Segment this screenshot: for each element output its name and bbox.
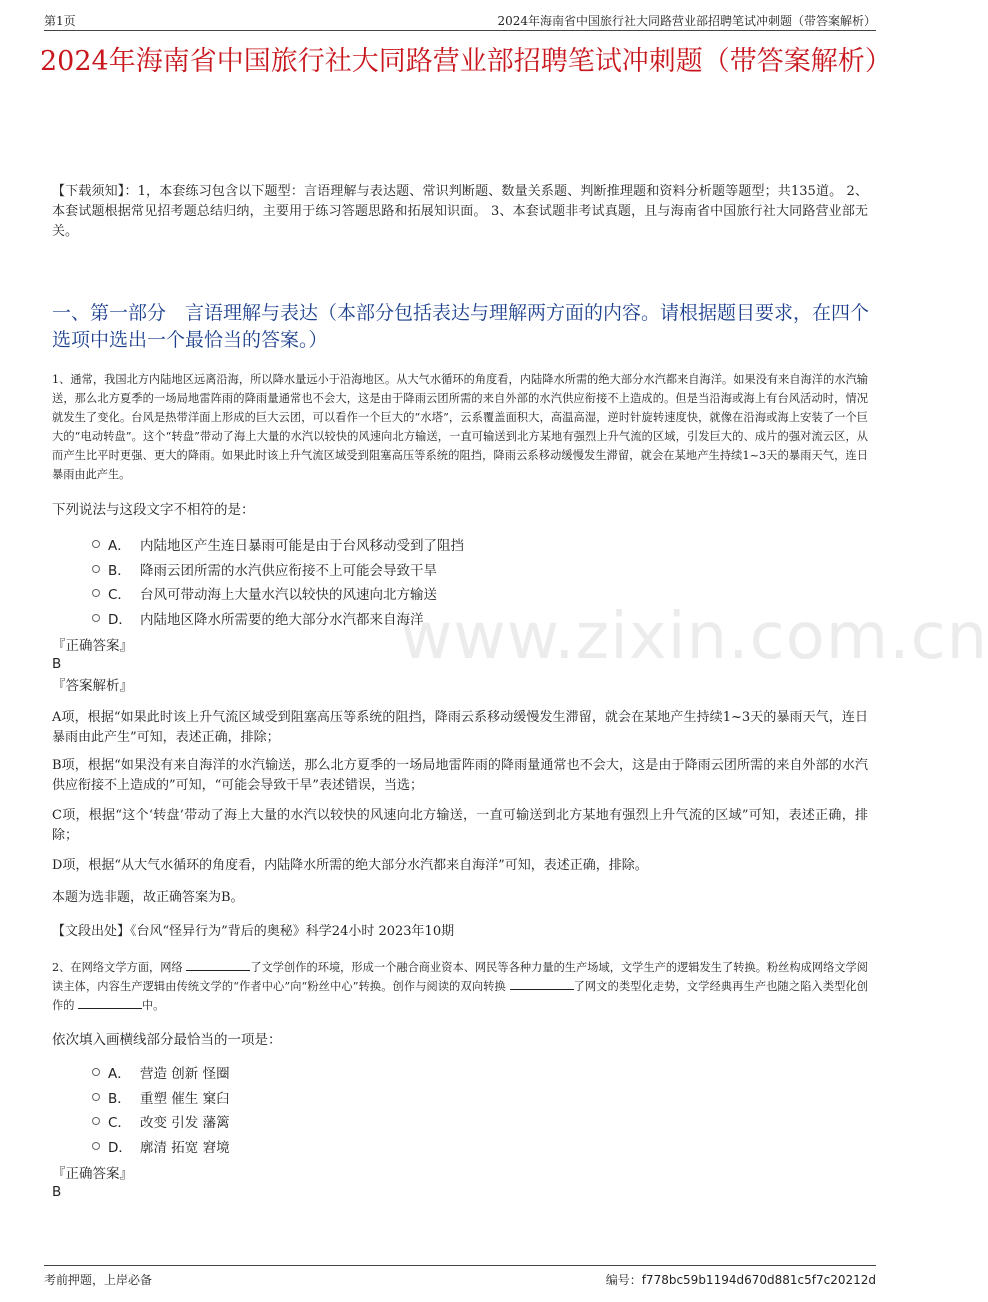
q2-passage: 2、在网络文学方面，网络 了文学创作的环境，形成一个融合商业资本、网民等各种力量的生产场域，文学生产的逻辑发生了转换。粉丝构成网络文学阅读主体，内容生产逻辑由传统文学的“作者中心”向“粉丝中心”转换。创作与阅读的双向转换 了网文的类型化走势，文学经典再生产也随之陷入类型化创作的 中。 xyxy=(52,958,868,1015)
radio-icon[interactable] xyxy=(92,565,100,573)
q2-option-a[interactable]: A． 营造 创新 怪圈 xyxy=(92,1060,230,1085)
q1-option-c[interactable]: C． 台风可带动海上大量水汽以较快的风速向北方输送 xyxy=(92,581,464,606)
page-header xyxy=(44,10,876,31)
q1-analysis-d: D项，根据“从大气水循环的角度看，内陆降水所需的绝大部分水汽都来自海洋”可知，表述正确，排除。 xyxy=(52,858,648,873)
page-number: 第1页 xyxy=(44,14,76,28)
radio-icon[interactable] xyxy=(92,1068,100,1076)
fill-blank-1[interactable] xyxy=(186,958,250,971)
q2-question: 依次填入画横线部分最恰当的一项是： xyxy=(52,1032,282,1048)
q1-analysis-label: 『答案解析』 xyxy=(52,678,133,694)
download-notice: 【下载须知】：1，本套练习包含以下题型：言语理解与表达题、常识判断题、数量关系题、判断推理题和资料分析题等题型；共135道。 2、本套试题根据常见招考题总结归纳，主要用于练习答题思路和拓展知识面。 3、本套试题非考试真题，且与海南省中国旅行社大同路营业部无关。 xyxy=(52,184,868,239)
radio-icon[interactable] xyxy=(92,1093,100,1101)
radio-icon[interactable] xyxy=(92,540,100,548)
fill-blank-3[interactable] xyxy=(78,996,142,1009)
q1-option-b[interactable]: B． 降雨云团所需的水汽供应衔接不上可能会导致干旱 xyxy=(92,557,464,582)
q1-answer: B xyxy=(52,656,62,672)
section-heading: 一、第一部分 言语理解与表达（本部分包括表达与理解两方面的内容。请根据题目要求，在四个选项中选出一个最恰当的答案。） xyxy=(52,302,870,351)
q2-options xyxy=(92,1060,230,1158)
footer-slogan: 考前押题，上岸必备 xyxy=(44,1273,153,1287)
document-title: 2024年海南省中国旅行社大同路营业部招聘笔试冲刺题（带答案解析） xyxy=(40,46,892,77)
q2-option-b[interactable]: B． 重塑 催生 窠臼 xyxy=(92,1085,230,1110)
q1-analysis-b: B项，根据“如果没有来自海洋的水汽输送，那么北方夏季的一场局地雷阵雨的降雨量通常也不会大，这是由于降雨云团所需的来自外部的水汽供应衔接不上造成的”可知，“可能会导致干旱”表述错误，当选； xyxy=(52,758,868,793)
q2-answer: B xyxy=(52,1184,62,1200)
page-footer xyxy=(44,1265,876,1287)
q1-question: 下列说法与这段文字不相符的是： xyxy=(52,502,255,518)
q1-source: 【文段出处】《台风“怪异行为”背后的奥秘》科学24小时 2023年10期 xyxy=(52,924,455,939)
q1-answer-label: 『正确答案』 xyxy=(52,638,133,654)
q1-option-a[interactable]: A． 内陆地区产生连日暴雨可能是由于台风移动受到了阻挡 xyxy=(92,532,464,557)
q1-analysis-c: C项，根据“这个‘转盘’带动了海上大量的水汽以较快的风速向北方输送，一直可输送到北方某地有强烈上升气流的区域”可知，表述正确，排除； xyxy=(52,808,868,843)
watermark: www.zixin.com.cn xyxy=(400,600,988,674)
radio-icon[interactable] xyxy=(92,1117,100,1125)
q2-option-d[interactable]: D． 廓清 拓宽 窘境 xyxy=(92,1134,230,1159)
q1-option-d[interactable]: D． 内陆地区降水所需要的绝大部分水汽都来自海洋 xyxy=(92,606,464,631)
q2-option-c[interactable]: C． 改变 引发 藩篱 xyxy=(92,1109,230,1134)
radio-icon[interactable] xyxy=(92,614,100,622)
radio-icon[interactable] xyxy=(92,1142,100,1150)
q2-answer-label: 『正确答案』 xyxy=(52,1166,133,1182)
footer-doc-id: 编号：f778bc59b1194d670d881c5f7c20212d xyxy=(605,1273,876,1287)
fill-blank-2[interactable] xyxy=(510,977,574,990)
q1-passage: 1、通常，我国北方内陆地区远离沿海，所以降水量远小于沿海地区。从大气水循环的角度看，内陆降水所需的绝大部分水汽都来自海洋。如果没有来自海洋的水汽输送，那么北方夏季的一场局地雷阵雨的降雨量通常也不会大，这是由于降雨云团所需的来自外部的水汽供应衔接不上造成的。但是当沿海或海上有台风活动时，情况就发生了变化。台风是热带洋面上形成的巨大云团，可以看作一个巨大的“水塔”，云系覆盖面积大，高温高湿，逆时针旋转速度快，就像在沿海或海上安装了一个巨大的“电动转盘”。这个“转盘”带动了海上大量的水汽以较快的风速向北方输送，一直可输送到北方某地有强烈上升气流的区域，引发巨大的、成片的强对流云区，从而产生比平时更强、更大的降雨。如果此时该上升气流区域受到阻塞高压等系统的阻挡，降雨云系移动缓慢发生滞留，就会在某地产生持续1~3天的暴雨天气，连日暴雨由此产生。 xyxy=(52,373,868,481)
header-doc-title: 2024年海南省中国旅行社大同路营业部招聘笔试冲刺题（带答案解析） xyxy=(497,14,876,28)
q1-analysis-a: A项，根据“如果此时该上升气流区域受到阻塞高压等系统的阻挡，降雨云系移动缓慢发生滞留，就会在某地产生持续1~3天的暴雨天气，连日暴雨由此产生”可知，表述正确，排除； xyxy=(52,710,868,745)
q1-conclusion: 本题为选非题，故正确答案为B。 xyxy=(52,890,244,905)
radio-icon[interactable] xyxy=(92,589,100,597)
